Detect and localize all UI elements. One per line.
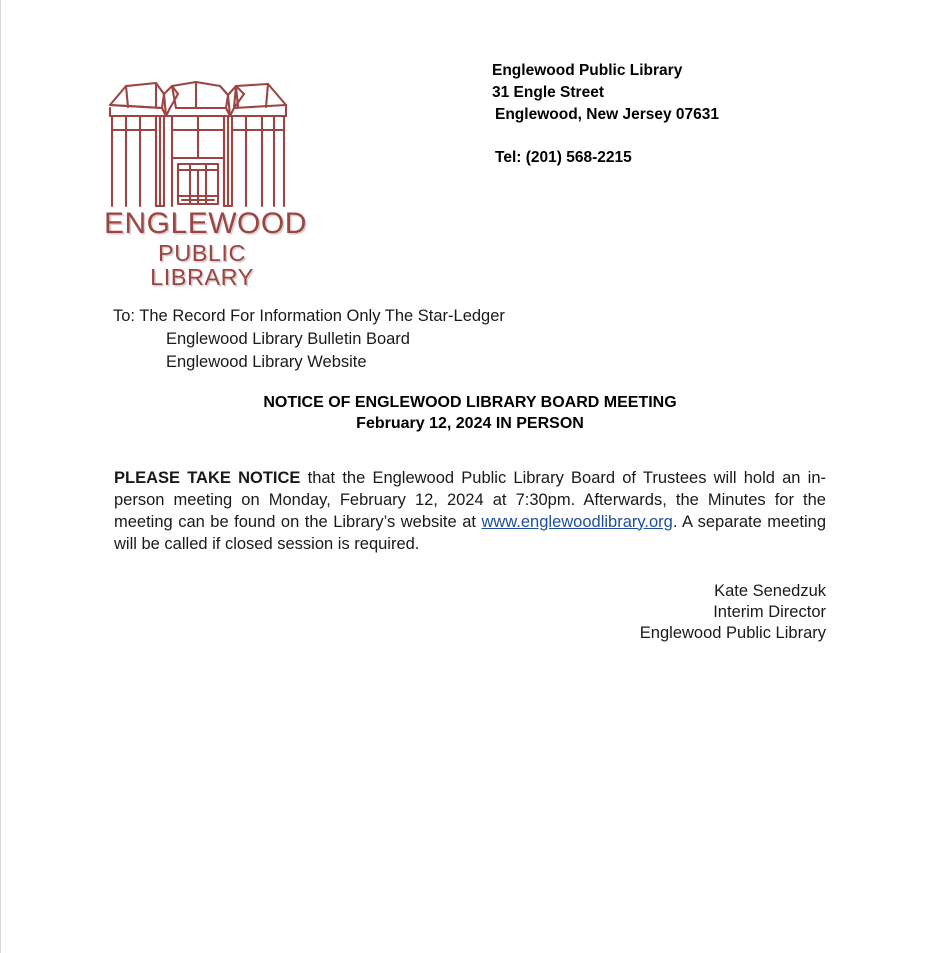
logo-wordmark-main: ENGLEWOOD — [104, 207, 307, 240]
notice-heading-line-1: NOTICE OF ENGLEWOOD LIBRARY BOARD MEETING — [263, 394, 677, 411]
body-lead-emphasis: PLEASE TAKE NOTICE — [114, 468, 301, 487]
library-logo — [104, 78, 307, 290]
notice-body — [114, 467, 826, 555]
library-building-logo-icon — [104, 78, 292, 208]
notice-heading-line-2: February 12, 2024 IN PERSON — [356, 415, 584, 432]
body-text-before-link: that the Englewood Public Library Board of Trustees will hold an in-person meeting on Monday, February 12, 2024 at 7:30pm. Afterwards, the Minutes for the meeting can be found on the Library’s website at — [114, 468, 826, 531]
address-phone: Tel: (201) 568-2215 — [495, 149, 632, 166]
address-organization: Englewood Public Library — [492, 62, 683, 79]
letterhead-address — [492, 60, 719, 169]
address-street: 31 Engle Street — [492, 84, 604, 101]
signature-block — [426, 581, 826, 644]
body-text-after-link: . A separate meeting will be called if closed session is required. — [114, 512, 826, 553]
address-city-state-zip: Englewood, New Jersey 07631 — [495, 106, 719, 123]
notice-heading — [114, 392, 826, 434]
logo-wordmark — [104, 207, 307, 290]
letterhead — [1, 0, 936, 290]
signature-name: Kate Senedzuk — [714, 582, 826, 600]
library-website-link[interactable]: www.englewoodlibrary.org — [481, 512, 673, 531]
signature-organization: Englewood Public Library — [639, 624, 826, 642]
logo-wordmark-sub: PUBLIC LIBRARY — [150, 240, 254, 290]
recipient-line-2: Englewood Library Bulletin Board — [166, 330, 410, 348]
signature-title: Interim Director — [713, 603, 826, 621]
recipient-line-1: To: The Record For Information Only The Star-Ledger — [113, 307, 505, 325]
recipient-line-3: Englewood Library Website — [166, 353, 367, 371]
recipient-list — [113, 305, 505, 374]
